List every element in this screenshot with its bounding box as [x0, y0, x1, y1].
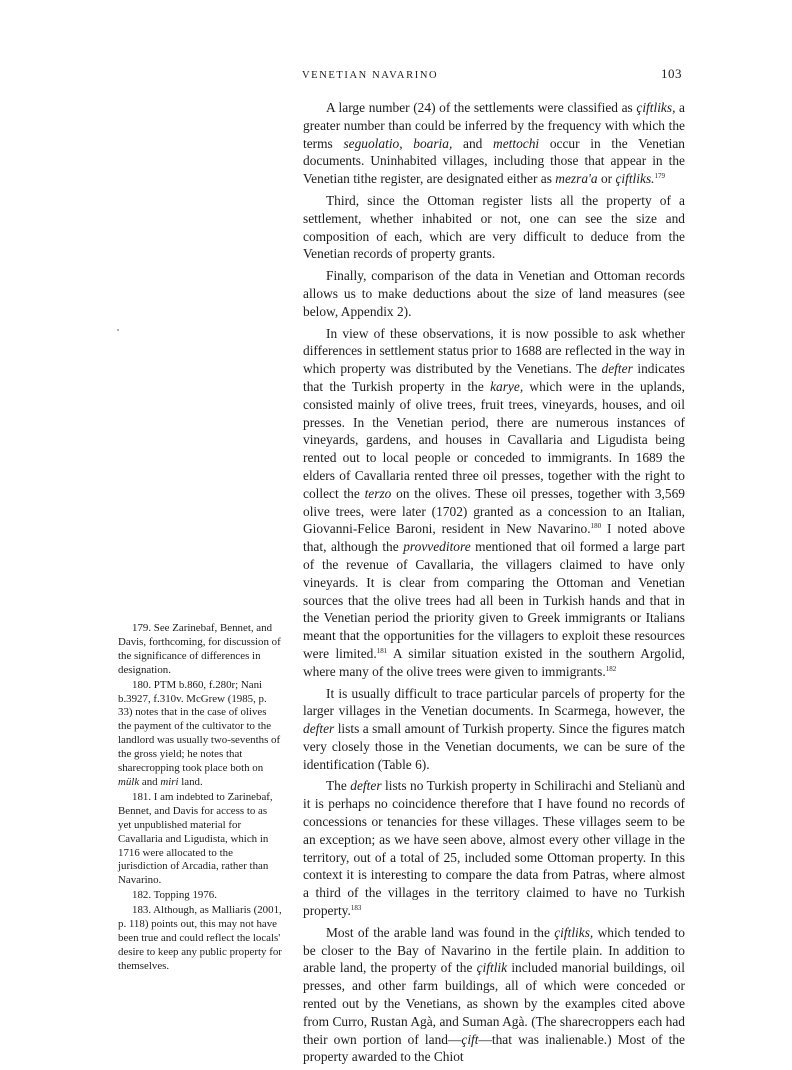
footnotes-column	[118, 622, 282, 975]
text-run: which were in the uplands, consisted mainly of olive trees, fruit trees, vineyards, houses, and oil presses. In the Venetian period, there are numerous instances of vineyards, gardens, and houses in Cavallaria and Ligudista being rented out to local people or conceded to immigrants. In 1689 the elders of Cavallaria rented three oil presses, together with the right to collect the	[303, 378, 685, 501]
body-paragraph	[303, 99, 685, 188]
footnote	[118, 889, 282, 903]
text-run: —that was inalienable.) Most of the property awarded to the Chiot	[303, 1031, 685, 1065]
running-title: VENETIAN NAVARINO	[302, 70, 439, 81]
footnote-marker: 182	[605, 664, 617, 673]
text-run: The	[326, 778, 351, 794]
italic-term: mettochi	[493, 135, 540, 151]
footnote-marker: 179	[654, 172, 666, 181]
text-run: occur in the Venetian documents. Uninhabited villages, including those that appear in the Venetian tithe register, are designated either as	[303, 135, 685, 187]
italic-term: seguolatio, boaria,	[343, 135, 453, 151]
italic-term: çiftlik	[476, 960, 508, 976]
italic-term: terzo	[364, 485, 392, 501]
body-paragraph	[303, 192, 685, 263]
body-paragraph	[303, 267, 685, 320]
italic-term: defter	[303, 721, 335, 737]
italic-term: provveditore	[403, 539, 471, 555]
text-run: Most of the arable land was found in the	[326, 924, 555, 940]
text-run: on the olives. These oil presses, together with 3,569 olive trees, were later (1702) granted as a concession to an Italian, Giovanni-Felice Baroni, resident in New Navarino.	[303, 485, 685, 537]
italic-term: çiftliks,	[554, 924, 594, 940]
text-run: 180. PTM b.860, f.280r; Nani b.3927, f.310v. McGrew (1985, p. 33) notes that in the case of olives the payment of the cultivator to the landlord was usually two-sevenths of the gross yield; he notes that sharecropping took place both on	[118, 678, 281, 775]
italic-term: çift	[461, 1031, 479, 1047]
text-run: 179. See Zarinebaf, Bennet, and Davis, forthcoming, for discussion of the significance of differences in designation.	[118, 622, 281, 676]
body-paragraph	[303, 777, 685, 919]
italic-term: çiftliks,	[636, 100, 676, 115]
italic-term: defter	[601, 361, 633, 377]
text-run: and	[139, 775, 161, 788]
running-head	[302, 66, 682, 82]
text-run: or	[597, 171, 616, 187]
text-run: lists a small amount of Turkish property. Since the figures match very closely those in the Venetian documents, we can be sure of the identification (Table 6).	[303, 721, 685, 772]
footnote-marker: 180	[590, 522, 602, 531]
text-run: A large number (24) of the settlements were classified as	[326, 100, 637, 115]
footnote	[118, 791, 282, 888]
text-run: Third, since the Ottoman register lists all the property of a settlement, whether inhabited or not, one can see the size and composition of each, which are very difficult to deduce from the Venetian records of property grants.	[303, 192, 685, 262]
text-run: 181. I am indebted to Zarinebaf, Bennet, and Davis for access to as yet unpublished material for Cavallaria and Ligudista, which in 1716 were allocated to the jurisdiction of Arcadia, rather than Navarino.	[118, 790, 273, 887]
body-paragraph	[303, 325, 685, 681]
footnote-marker: 183	[350, 904, 362, 913]
italic-term: defter	[350, 778, 382, 794]
text-run: Finally, comparison of the data in Venetian and Ottoman records allows us to make deductions about the size of land measures (see below, Appendix 2).	[303, 268, 685, 319]
body-paragraph	[303, 685, 685, 774]
text-run: 183. Although, as Malliaris (2001, p. 118) points out, this may not have been true and could reflect the locals' desire to keep any public property for themselves.	[118, 904, 282, 972]
italic-term: çiftliks.	[615, 171, 655, 187]
main-text-column	[303, 99, 685, 1070]
text-run: mentioned that oil formed a large part of the revenue of Cavallaria, the villagers claimed to have only vineyards. It is clear from comparing the Ottoman and Venetian sources that the olive trees had all been in Turkish hands and that in the Venetian period the priority given to Greek immigrants or Italians meant that the opportunities for the villagers to exploit these resources were limited.	[303, 539, 685, 661]
text-run: It is usually difficult to trace particular parcels of property for the larger villages in the Venetian documents. In Scarmega, however, the	[303, 685, 685, 719]
footnote	[118, 622, 282, 678]
text-run: indicates that the Turkish property in the	[303, 361, 685, 394]
text-run: included manorial buildings, oil presses, and other farm buildings, all of which were conceded or rented out by the Venetians, as shown by the examples cited above from Curro, Rustan Agà, and Suman Agà. (The sharecroppers each had their own portion of land—	[303, 960, 685, 1047]
body-paragraph	[303, 924, 685, 1066]
text-run: A similar situation existed in the southern Argolid, where many of the olive trees were given to immigrants.	[303, 645, 685, 679]
text-run: and	[452, 135, 494, 151]
text-run: 182. Topping 1976.	[132, 889, 217, 902]
text-run: lists no Turkish property in Schilirachi and Stelianù and it is perhaps no coincidence therefore that I have found no records of concessions or tenancies for these villages. These villages seem to be an exception; as we have seen above, almost every other village in the territory, out of a total of 25, included some Ottoman property. In this context it is interesting to compare the data from Patras, where almost a third of the villages in the territory claimed to have no Turkish property.	[303, 778, 686, 919]
italic-term: miri	[160, 775, 179, 788]
text-run: which tended to be closer to the Bay of Navarino in the fertile plain. In addition to arable land, the property of the	[303, 924, 685, 976]
italic-term: mezra'a	[555, 171, 598, 187]
text-run: I noted above that, although the	[303, 521, 685, 555]
margin-mark	[117, 329, 119, 331]
text-run: land.	[178, 775, 203, 788]
page-number: 103	[661, 66, 682, 81]
italic-term: mülk	[118, 775, 140, 788]
italic-term: karye,	[490, 378, 524, 394]
text-run: In view of these observations, it is now possible to ask whether differences in settlement status prior to 1688 are reflected in the way in which property was distributed by the Venetians. The	[303, 325, 685, 377]
text-run: a greater number than could be inferred by the frequency with which the terms	[303, 100, 686, 151]
footnote	[118, 904, 282, 974]
footnote-marker: 181	[376, 646, 388, 655]
footnote	[118, 679, 282, 790]
